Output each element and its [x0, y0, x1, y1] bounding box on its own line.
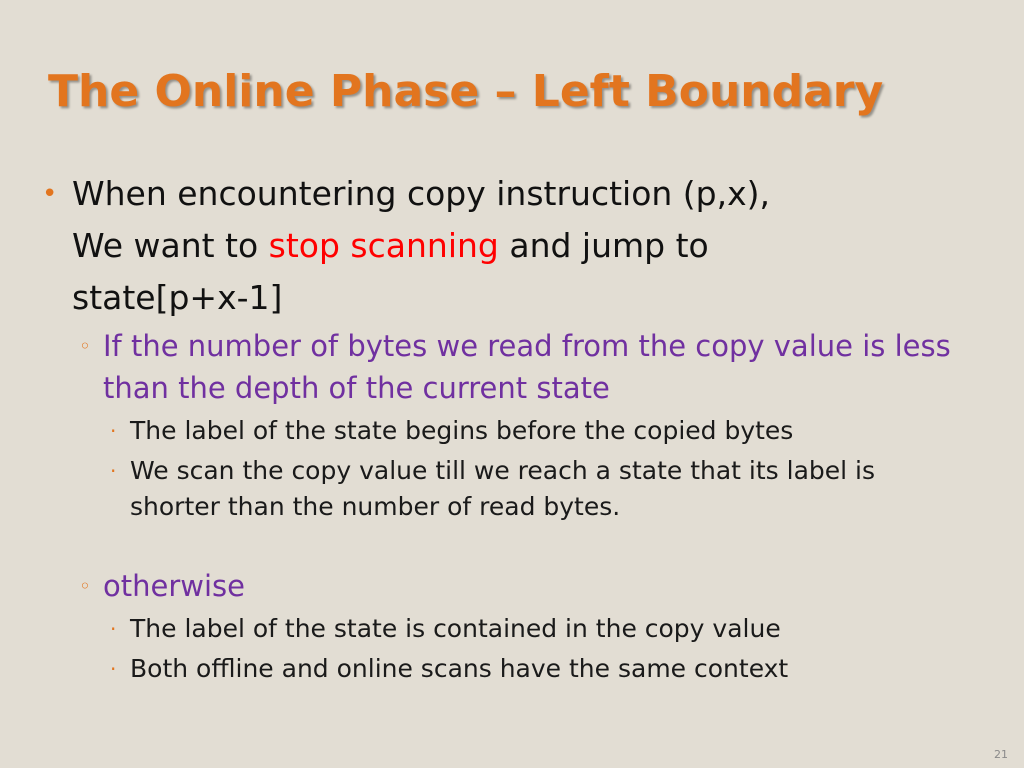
bullet-small-dot-icon: · — [110, 657, 117, 681]
sub-bullet-otherwise — [79, 565, 963, 607]
bullet-small-dot-icon: · — [110, 617, 117, 641]
main-bullet — [42, 168, 952, 324]
detail-bullet-same-context — [110, 651, 960, 687]
bullet-small-dot-icon: · — [110, 419, 117, 443]
highlight-stop-scanning: stop scanning — [268, 226, 499, 265]
bullet-small-dot-icon: · — [110, 459, 117, 483]
detail-bullet-label-begins — [110, 413, 960, 449]
case-less-text: If the number of bytes we read from the copy value is less than the depth of the current state — [103, 329, 951, 405]
bullet-ring-icon: ◦ — [79, 574, 91, 598]
slide-title: The Online Phase – Left Boundary — [48, 66, 884, 117]
sub-bullet-case-less — [79, 325, 963, 409]
detail-text-same-context: Both offline and online scans have the same context — [130, 654, 789, 683]
page-number: 21 — [994, 748, 1008, 761]
detail-text-label-contained: The label of the state is contained in the copy value — [130, 614, 781, 643]
main-bullet-line3: state[p+x-1] — [72, 278, 283, 317]
detail-text-scan-copy: We scan the copy value till we reach a state that its label is shorter than the number of read bytes. — [130, 456, 876, 521]
otherwise-text: otherwise — [103, 569, 245, 603]
slide-content — [0, 168, 1024, 687]
bullet-ring-icon: ◦ — [79, 334, 91, 358]
detail-bullet-label-contained — [110, 611, 960, 647]
bullet-dot-icon: • — [42, 179, 58, 209]
main-bullet-line1: When encountering copy instruction (p,x), — [72, 174, 771, 213]
detail-text-label-begins: The label of the state begins before the copied bytes — [130, 416, 794, 445]
detail-bullet-scan-copy — [110, 453, 960, 525]
main-bullet-line2-pre: We want to — [72, 226, 269, 265]
main-bullet-line2-post: and jump to — [498, 226, 709, 265]
